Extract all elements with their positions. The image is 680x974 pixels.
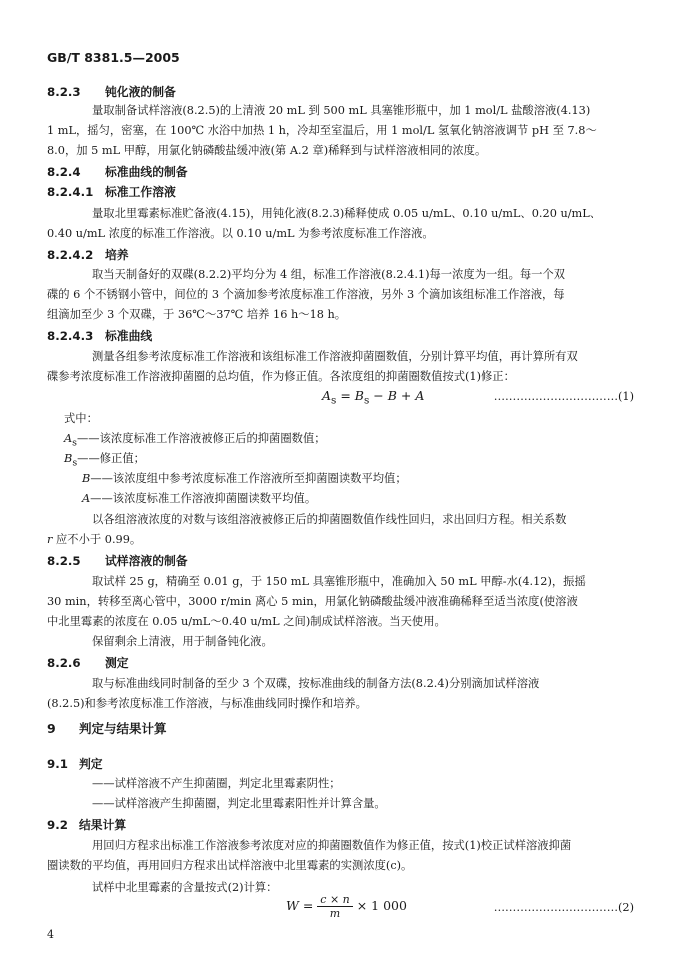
para-line: 8.0，加 5 mL 甲醇，用氯化钠磷酸盐缓冲液(第 A.2 章)稀释到与试样溶液相同的浓度。 (47, 144, 487, 157)
para-line: 圈读数的平均值，再用回归方程求出试样溶液中北里霉素的实测浓度(c)。 (47, 859, 413, 872)
para-line: 组滴加至少 3 个双碟，于 36℃～37℃ 培养 16 h～18 h。 (47, 308, 347, 321)
para-line: 取与标准曲线同时制备的至少 3 个双碟，按标准曲线的制备方法(8.2.4)分别滴加试样溶液 (92, 677, 540, 690)
definition-line: $A_s——$该浓度标准工作溶液被修正后的抑菌圈数值； (64, 432, 326, 449)
equation-2: W = $\frac{c \times n}{m}$ × 1 000 (286, 893, 407, 920)
equation-1: $A_s = B_s - B + A$ (322, 388, 425, 407)
para-line: 量取制备试样溶液(8.2.5)的上清液 20 mL 到 500 mL 具塞锥形瓶中，加 1 mol/L 盐酸溶液(4.13) (92, 104, 591, 117)
equation-1-number: ……………………………(1) (493, 390, 634, 403)
para-line: (8.2.5)和参考浓度标准工作溶液，与标准曲线同时操作和培养。 (47, 697, 367, 710)
para-line: 1 mL，摇匀，密塞，在 100℃ 水浴中加热 1 h，冷却至室温后，用 1 mol/L 氢氧化钠溶液调节 pH 至 7.8～ (47, 124, 597, 137)
heading-9-2: 9.2 结果计算 (47, 818, 127, 832)
para-line: 碟的 6 个不锈钢小管中，间位的 3 个滴加参考浓度标准工作溶液，另外 3 个滴加该组标准工作溶液，每 (47, 288, 565, 301)
definition-line: B——该浓度组中参考浓度标准工作溶液所至抑菌圈读数平均值； (82, 472, 407, 485)
definition-line: A——该浓度标准工作溶液抑菌圈读数平均值。 (82, 492, 317, 505)
heading-9-1: 9.1 判定 (47, 757, 103, 771)
para-line: 试样中北里霉素的含量按式(2)计算： (92, 881, 278, 894)
heading-8-2-4-2: 8.2.4.2 培养 (47, 248, 129, 262)
para-line: 碟参考浓度标准工作溶液抑菌圈的总均值，作为修正值。各浓度组的抑菌圈数值按式(1)修正： (47, 370, 515, 383)
heading-9: 9 判定与结果计算 (47, 721, 167, 736)
para-line: 用回归方程求出标准工作溶液参考浓度对应的抑菌圈数值作为修正值，按式(1)校正试样溶液抑菌 (92, 839, 572, 852)
para-line: 测量各组参考浓度标准工作溶液和该组标准工作溶液抑菌圈数值，分别计算平均值，再计算所有双 (92, 350, 578, 363)
heading-8-2-6: 8.2.6 测定 (47, 656, 129, 670)
heading-8-2-4: 8.2.4 标准曲线的制备 (47, 165, 188, 179)
list-item: ——试样溶液产生抑菌圈，判定北里霉素阳性并计算含量。 (92, 797, 386, 810)
standard-number: GB/T 8381.5—2005 (47, 50, 180, 65)
para-line: 30 min，转移至离心管中，3000 r/min 离心 5 min，用氯化钠磷酸盐缓冲液准确稀释至适当浓度(使溶液 (47, 595, 578, 608)
page-number: 4 (47, 928, 54, 941)
heading-8-2-4-3: 8.2.4.3 标准曲线 (47, 329, 153, 343)
para-line: 量取北里霉素标准贮备液(4.15)，用钝化液(8.2.3)稀释使成 0.05 u/mL、0.10 u/mL、0.20 u/mL、 (92, 207, 602, 220)
heading-8-2-5: 8.2.5 试样溶液的制备 (47, 554, 188, 568)
list-item: ——试样溶液不产生抑菌圈，判定北里霉素阴性； (92, 777, 341, 790)
para-line: 取当天制备好的双碟(8.2.2)平均分为 4 组，标准工作溶液(8.2.4.1)每一浓度为一组。每一个双 (92, 268, 566, 281)
para-line: 保留剩余上清液，用于制备钝化液。 (92, 635, 273, 648)
where-label: 式中： (64, 412, 98, 425)
equation-2-number: ……………………………(2) (493, 901, 634, 914)
para-line: 0.40 u/mL 浓度的标准工作溶液。以 0.10 u/mL 为参考浓度标准工作溶液。 (47, 227, 434, 240)
para-line: 中北里霉素的浓度在 0.05 u/mL～0.40 u/mL 之间)制成试样溶液。当天使用。 (47, 615, 446, 628)
para-line: 以各组溶液浓度的对数与该组溶液被修正后的抑菌圈数值作线性回归，求出回归方程。相关系数 (92, 513, 567, 526)
heading-8-2-4-1: 8.2.4.1 标准工作溶液 (47, 185, 176, 199)
heading-8-2-3: 8.2.3 钝化液的制备 (47, 85, 176, 99)
para-line: 取试样 25 g，精确至 0.01 g，于 150 mL 具塞锥形瓶中，准确加入 50 mL 甲醇-水(4.12)，振摇 (92, 575, 586, 588)
definition-line: $B_s——$修正值； (64, 452, 145, 469)
para-line: r 应不小于 0.99。 (47, 533, 142, 546)
